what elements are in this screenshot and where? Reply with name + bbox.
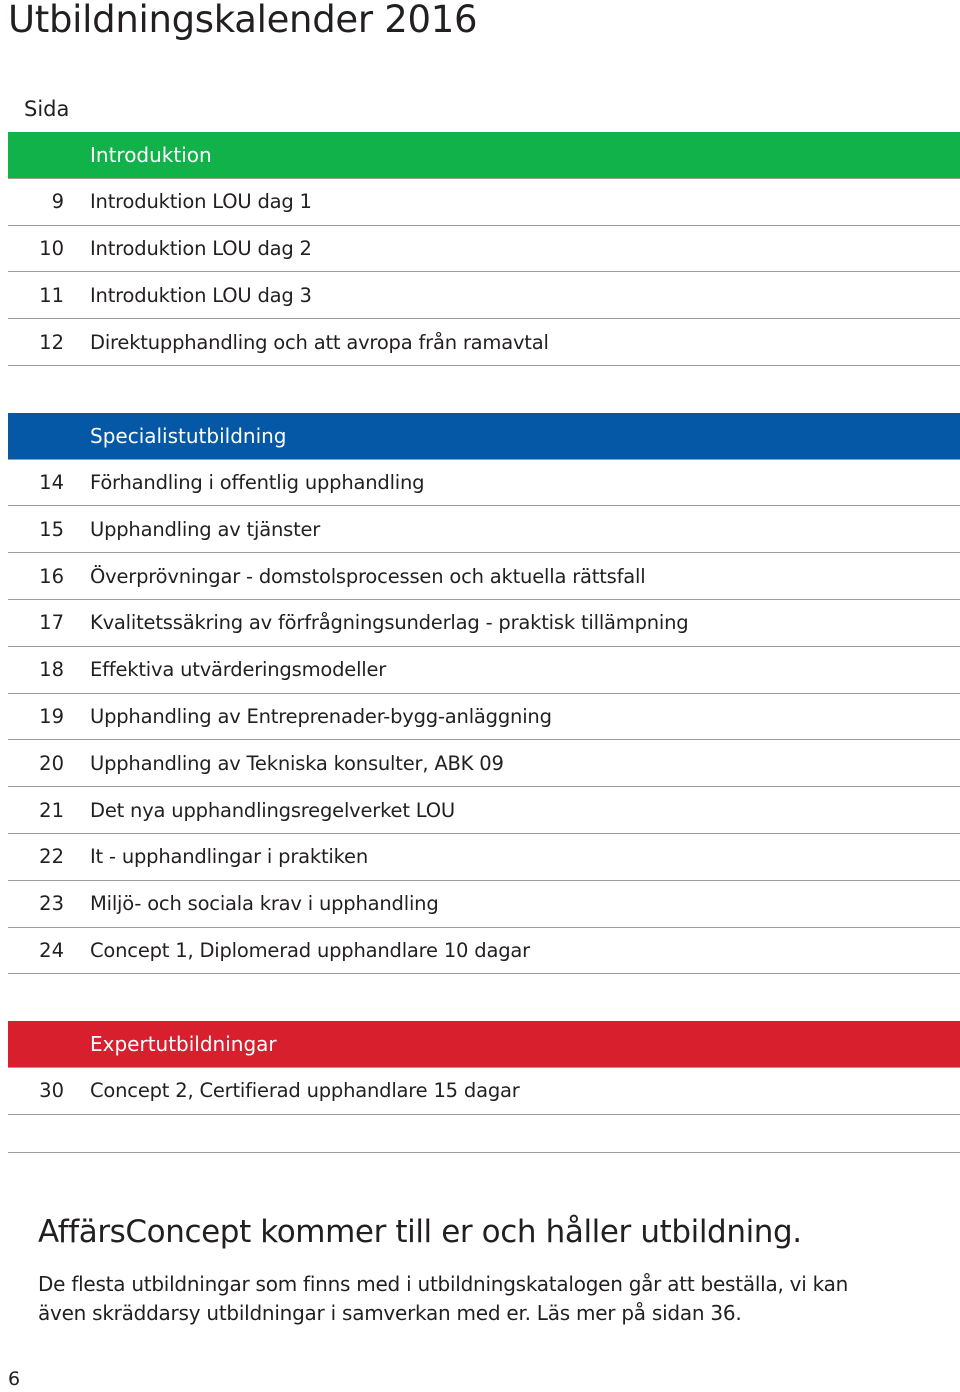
- course-page-number: 10: [39, 236, 64, 260]
- course-title: Effektiva utvärderingsmodeller: [90, 658, 387, 682]
- course-row: [8, 694, 960, 741]
- course-title: Upphandling av Entreprenader-bygg-anläggning: [90, 704, 552, 728]
- course-title: Upphandling av tjänster: [90, 517, 321, 541]
- course-row: [8, 740, 960, 787]
- course-row: [8, 319, 960, 366]
- course-title: Introduktion LOU dag 2: [90, 236, 312, 260]
- promo-heading: AffärsConcept kommer till er och håller utbildning.: [38, 1214, 802, 1250]
- course-page-number: 15: [39, 517, 64, 541]
- course-row: [8, 506, 960, 553]
- course-row: [8, 881, 960, 928]
- course-row: [8, 226, 960, 273]
- course-row: [8, 179, 960, 226]
- promo-text-line: även skräddarsy utbildningar i samverkan med er. Läs mer på sidan 36.: [38, 1300, 742, 1325]
- promo-text-line: De flesta utbildningar som finns med i utbildningskatalogen går att beställa, vi kan: [38, 1272, 849, 1296]
- section-spacer: [8, 974, 960, 1021]
- section-header-expertutbildningar: [8, 1021, 960, 1068]
- course-title: Förhandling i offentlig upphandling: [90, 470, 425, 494]
- course-title: Concept 1, Diplomerad upphandlare 10 dagar: [90, 938, 530, 962]
- course-title: Introduktion LOU dag 1: [90, 190, 312, 214]
- course-title: Miljö- och sociala krav i upphandling: [90, 892, 439, 916]
- section-header-specialistutbildning: [8, 413, 960, 460]
- section-spacer: [8, 366, 960, 413]
- course-page-number: 16: [39, 564, 64, 588]
- course-row: [8, 600, 960, 647]
- course-table: [8, 132, 960, 1115]
- course-page-number: 18: [39, 658, 64, 682]
- course-title: It - upphandlingar i praktiken: [90, 845, 368, 869]
- course-title: Överprövningar - domstolsprocessen och aktuella rättsfall: [90, 564, 646, 588]
- section-heading: Introduktion: [90, 142, 212, 167]
- course-page-number: 9: [51, 190, 64, 214]
- course-row: [8, 460, 960, 507]
- course-page-number: 30: [39, 1079, 64, 1103]
- course-row: [8, 834, 960, 881]
- course-title: Introduktion LOU dag 3: [90, 283, 312, 307]
- course-page-number: 14: [39, 470, 64, 494]
- section-heading: Expertutbildningar: [90, 1032, 277, 1057]
- course-row: [8, 647, 960, 694]
- course-row: [8, 272, 960, 319]
- course-title: Kvalitetssäkring av förfrågningsunderlag - praktisk tillämpning: [90, 611, 689, 635]
- course-page-number: 17: [39, 611, 64, 635]
- course-row: [8, 1068, 960, 1115]
- page-number: 6: [8, 1368, 21, 1390]
- course-page-number: 23: [39, 892, 64, 916]
- course-row: [8, 553, 960, 600]
- course-title: Direktupphandling och att avropa från ramavtal: [90, 330, 549, 354]
- course-row: [8, 787, 960, 834]
- course-page-number: 24: [39, 938, 64, 962]
- page-column-label: Sida: [24, 97, 70, 121]
- course-page-number: 19: [39, 704, 64, 728]
- section-heading: Specialistutbildning: [90, 423, 287, 448]
- section-header-introduktion: [8, 132, 960, 179]
- promo-text: [38, 1270, 938, 1327]
- course-page-number: 22: [39, 845, 64, 869]
- course-row: [8, 928, 960, 975]
- course-title: Upphandling av Tekniska konsulter, ABK 09: [90, 751, 504, 775]
- course-title: Concept 2, Certifierad upphandlare 15 dagar: [90, 1079, 520, 1103]
- divider: [8, 1152, 960, 1153]
- course-page-number: 21: [39, 798, 64, 822]
- course-page-number: 11: [39, 283, 64, 307]
- course-title: Det nya upphandlingsregelverket LOU: [90, 798, 455, 822]
- course-page-number: 20: [39, 751, 64, 775]
- course-page-number: 12: [39, 330, 64, 354]
- page-title: Utbildningskalender 2016: [8, 0, 478, 41]
